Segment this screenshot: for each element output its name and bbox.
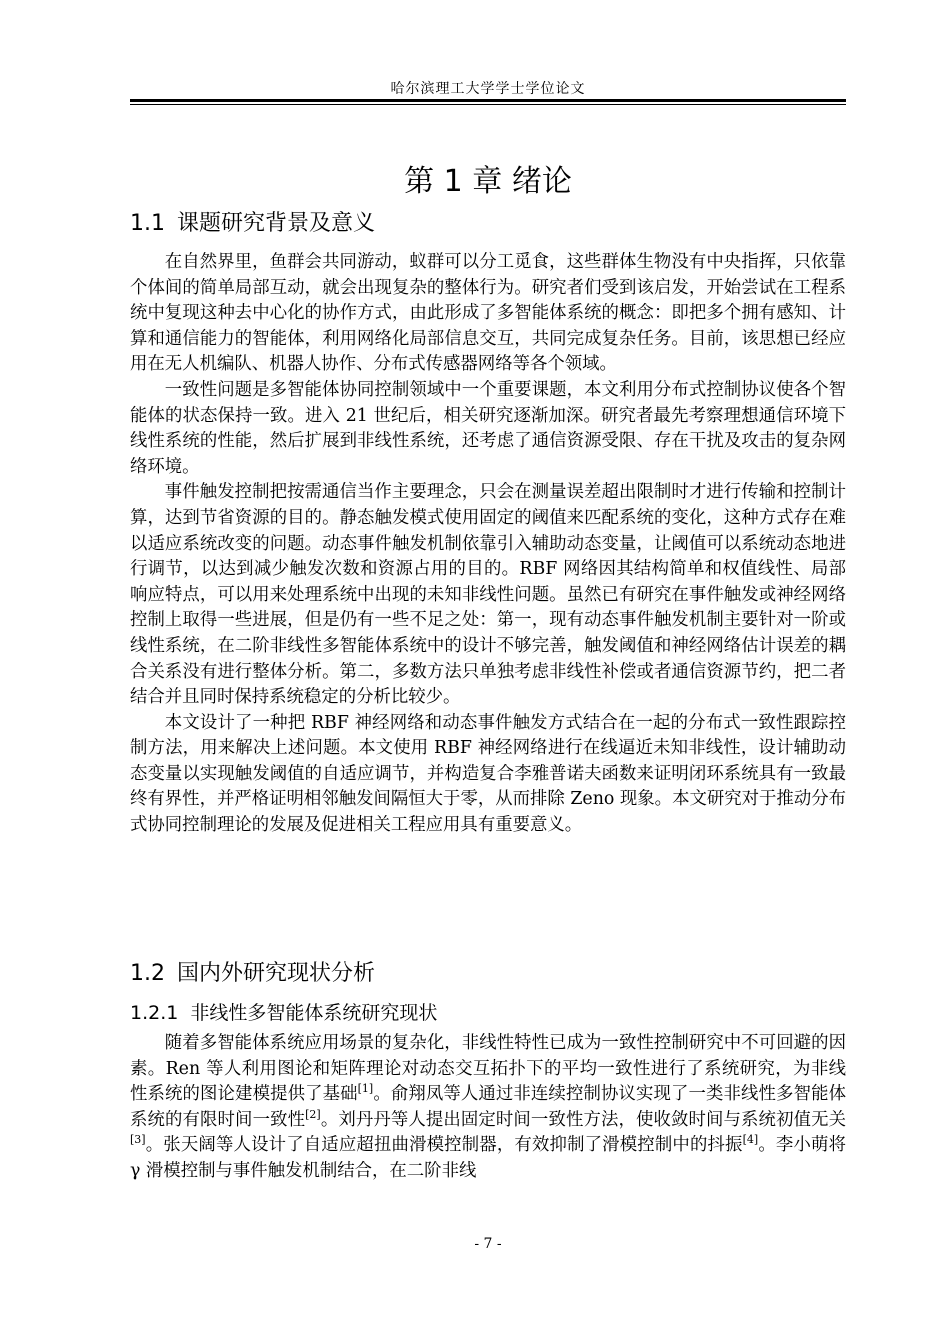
section-number: 1.1 (130, 211, 165, 236)
subsection-title: 非线性多智能体系统研究现状 (190, 1002, 438, 1024)
text-run: 。张天阔等人设计了自适应超扭曲滑模控制器，有效抑制了滑模控制中的抖振 (145, 1135, 743, 1156)
header-rule-thick (130, 99, 846, 102)
section-1-1-body (130, 250, 846, 839)
subsection-heading-1-2-1 (130, 998, 437, 1025)
citation[interactable]: [1] (357, 1082, 374, 1096)
section-title: 课题研究背景及意义 (177, 211, 376, 236)
paragraph: 在自然界里，鱼群会共同游动，蚁群可以分工觅食，这些群体生物没有中央指挥，只依靠个体间的简单局部互动，就会出现复杂的整体行为。研究者们受到该启发，开始尝试在工程系统中复现这种去中心化的协作方式，由此形成了多智能体系统的概念：即把多个拥有感知、计算和通信能力的智能体，利用网络化局部信息交互，共同完成复杂任务。目前，该思想已经应用在无人机编队、机器人协作、分布式传感器网络等各个领域。 (130, 252, 846, 375)
text-run: 。俞翔凤等人通过非连续控制协议实现了一类非线性多智能体系统的有限时间一致性 (130, 1084, 846, 1130)
section-heading-1-2 (130, 956, 375, 987)
text-run: 。李小萌将 γ 滑模控制与事件触发机制结合，在二阶非线 (130, 1135, 846, 1181)
section-number: 1.2 (130, 961, 165, 986)
text-run: 。刘丹丹等人提出固定时间一致性方法，使收敛时间与系统初值无关 (320, 1109, 846, 1130)
subsection-number: 1.2.1 (130, 1002, 179, 1024)
text-run: 随着多智能体系统应用场景的复杂化，非线性特性已成为一致性控制研究中不可回避的因素。Ren 等人利用图论和矩阵理论对动态交互拓扑下的平均一致性进行了系统研究，为非线性系统的图论建模提供了基础 (130, 1033, 846, 1105)
section-heading-1-1 (130, 206, 375, 237)
section-title: 国内外研究现状分析 (177, 961, 376, 986)
header-rule-thin (130, 104, 846, 105)
paragraph: 事件触发控制把按需通信当作主要理念，只会在测量误差超出限制时才进行传输和控制计算，达到节省资源的目的。静态触发模式使用固定的阈值来匹配系统的变化，这种方式存在难以适应系统改变的问题。动态事件触发机制依靠引入辅助动态变量，让阈值可以系统动态地进行调节，以达到减少触发次数和资源占用的目的。RBF 网络因其结构简单和权值线性、局部响应特点，可以用来处理系统中出现的未知非线性问题。虽然已有研究在事件触发或神经网络控制上取得一些进展，但是仍有一些不足之处：第一，现有动态事件触发机制主要针对一阶或线性系统，在二阶非线性多智能体系统中的设计不够完善，触发阈值和神经网络估计误差的耦合关系没有进行整体分析。第二，多数方法只单独考虑非线性补偿或者通信资源节约，把二者结合并且同时保持系统稳定的分析比较少。 (130, 482, 846, 708)
paragraph: 一致性问题是多智能体协同控制领域中一个重要课题，本文利用分布式控制协议使各个智能体的状态保持一致。进入 21 世纪后，相关研究逐渐加深。研究者最先考察理想通信环境下线性系统的性能，然后扩展到非线性系统，还考虑了通信资源受限、存在干扰及攻击的复杂网络环境。 (130, 379, 846, 477)
section-1-2-1-body (130, 1031, 846, 1185)
paragraph (130, 1031, 846, 1185)
running-header: 哈尔滨理工大学学士学位论文 (390, 81, 586, 97)
chapter-title: 第 1 章 绪论 (404, 164, 572, 199)
page-number: - 7 - (474, 1236, 502, 1252)
citation[interactable]: [3] (130, 1133, 146, 1147)
citation[interactable]: [2] (305, 1107, 321, 1121)
paragraph: 本文设计了一种把 RBF 神经网络和动态事件触发方式结合在一起的分布式一致性跟踪控制方法，用来解决上述问题。本文使用 RBF 神经网络进行在线逼近未知非线性，设计辅助动态变量以实现触发阈值的自适应调节，并构造复合李雅普诺夫函数来证明闭环系统具有一致最终有界性，并严格证明相邻触发间隔恒大于零，从而排除 Zeno 现象。本文研究对于推动分布式协同控制理论的发展及促进相关工程应用具有重要意义。 (130, 712, 846, 836)
citation[interactable]: [4] (742, 1133, 759, 1147)
